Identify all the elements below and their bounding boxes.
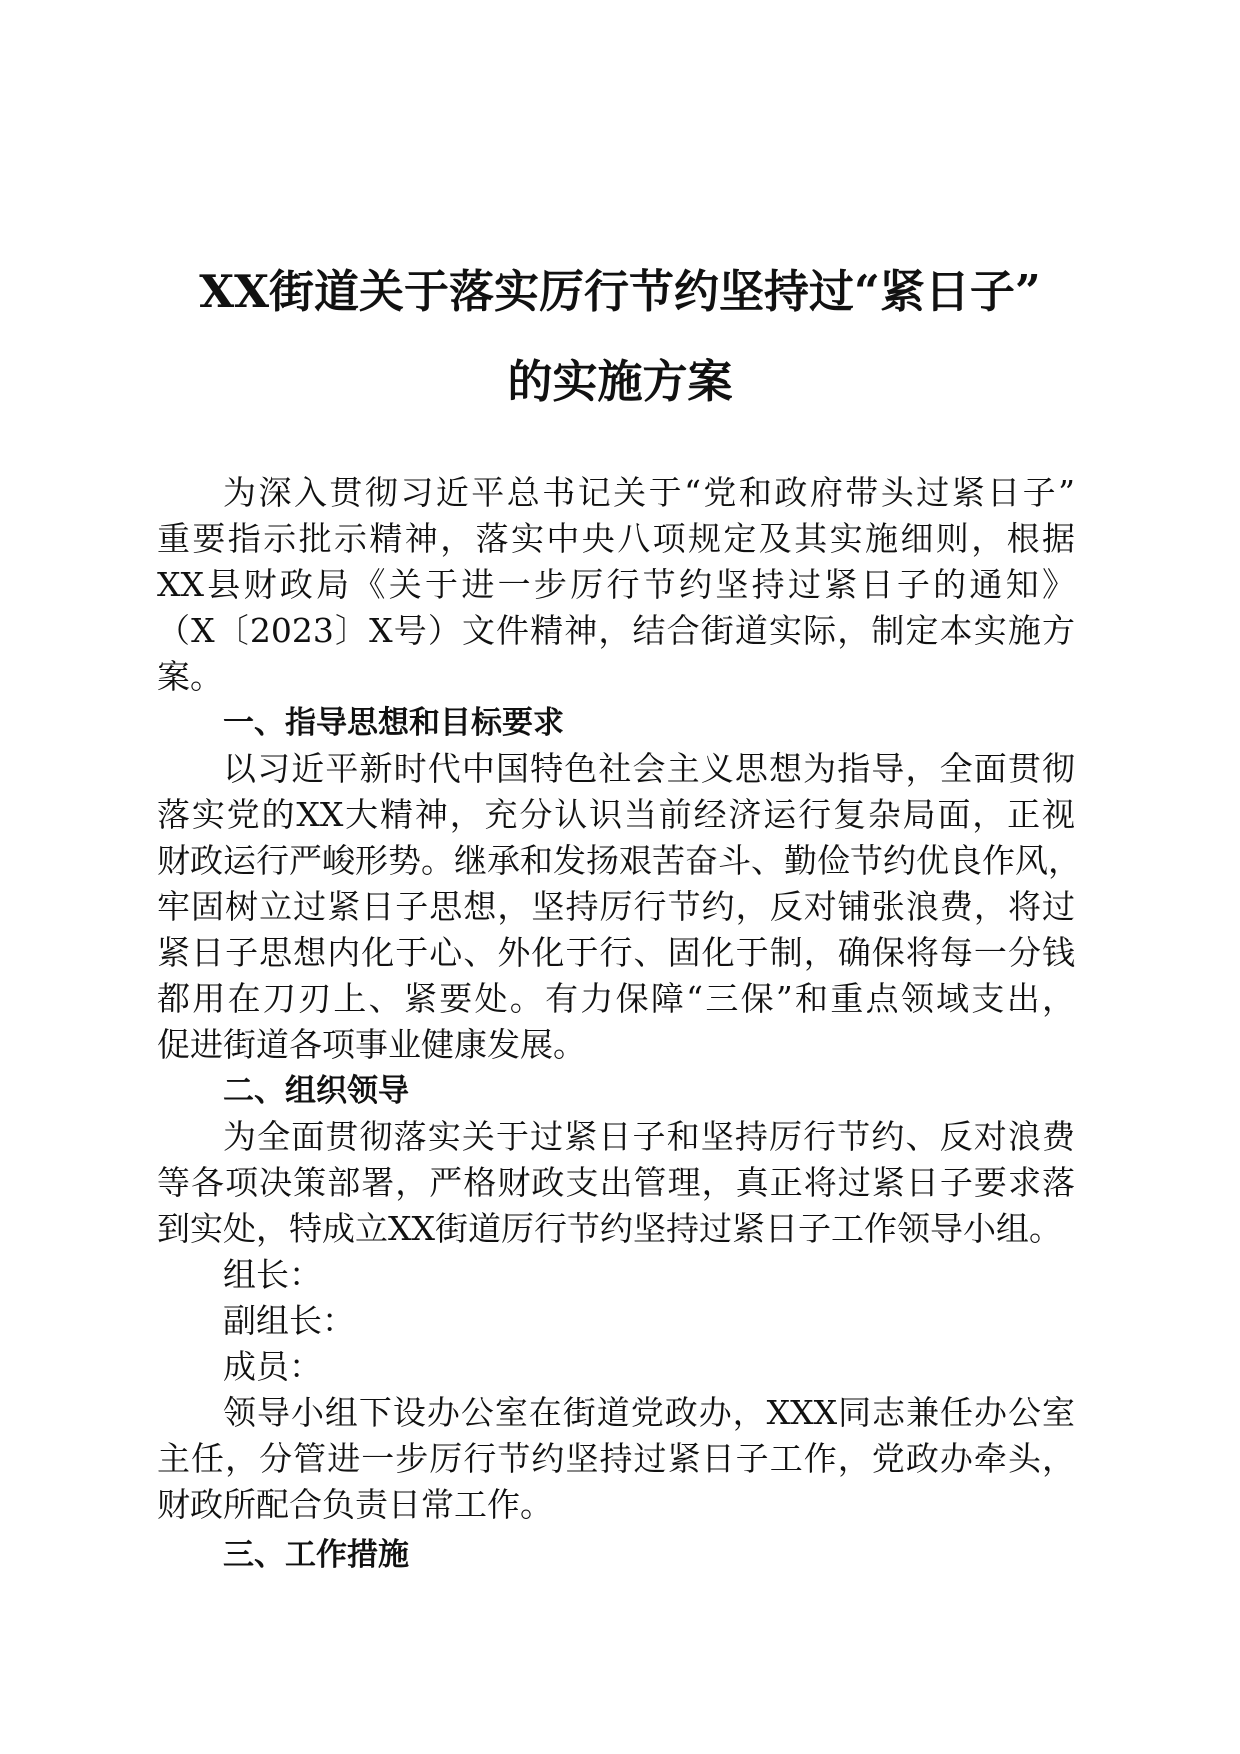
deputy-leader-label: 副组长：	[223, 1301, 355, 1340]
document-title-line-2: 的实施方案	[507, 355, 733, 408]
section-3-heading: 三、工作措施	[223, 1537, 409, 1573]
leader-label: 组长：	[223, 1255, 322, 1294]
section-2-line: 到实处，特成立XX街道厉行节约坚持过紧日子工作领导小组。	[157, 1209, 1062, 1248]
section-1-line: 都用在刀刃上、紧要处。有力保障“三保”和重点领域支出，	[157, 979, 1075, 1018]
intro-line: 重要指示批示精神，落实中央八项规定及其实施细则，根据	[157, 519, 1075, 558]
section-1-line: 紧日子思想内化于心、外化于行、固化于制，确保将每一分钱	[157, 933, 1075, 972]
section-2-line: 等各项决策部署，严格财政支出管理，真正将过紧日子要求落	[157, 1163, 1075, 1202]
intro-line: 为深入贯彻习近平总书记关于“党和政府带头过紧日子”	[223, 473, 1075, 512]
intro-line: XX县财政局《关于进一步厉行节约坚持过紧日子的通知》	[157, 565, 1075, 604]
section-1-line: 牢固树立过紧日子思想，坚持厉行节约，反对铺张浪费，将过	[157, 887, 1075, 926]
section-1-line: 以习近平新时代中国特色社会主义思想为指导，全面贯彻	[223, 749, 1075, 788]
intro-line: 案。	[157, 657, 223, 696]
office-line: 主任，分管进一步厉行节约坚持过紧日子工作，党政办牵头，	[157, 1439, 1075, 1478]
section-1-line: 促进街道各项事业健康发展。	[157, 1025, 586, 1064]
section-1-line: 落实党的XX大精神，充分认识当前经济运行复杂局面，正视	[157, 795, 1075, 834]
office-line: 领导小组下设办公室在街道党政办，XXX同志兼任办公室	[223, 1393, 1075, 1432]
document-title-line-1: XX街道关于落实厉行节约坚持过“紧日子”	[199, 265, 1041, 318]
section-2-line: 为全面贯彻落实关于过紧日子和坚持厉行节约、反对浪费	[223, 1117, 1075, 1156]
section-1-line: 财政运行严峻形势。继承和发扬艰苦奋斗、勤俭节约优良作风，	[157, 841, 1081, 880]
section-1-heading: 一、指导思想和目标要求	[223, 705, 564, 741]
member-label: 成员：	[223, 1347, 322, 1386]
office-line: 财政所配合负责日常工作。	[157, 1485, 553, 1524]
section-2-heading: 二、组织领导	[223, 1073, 409, 1109]
intro-line: （X〔2023〕X号）文件精神，结合街道实际，制定本实施方	[157, 611, 1075, 650]
